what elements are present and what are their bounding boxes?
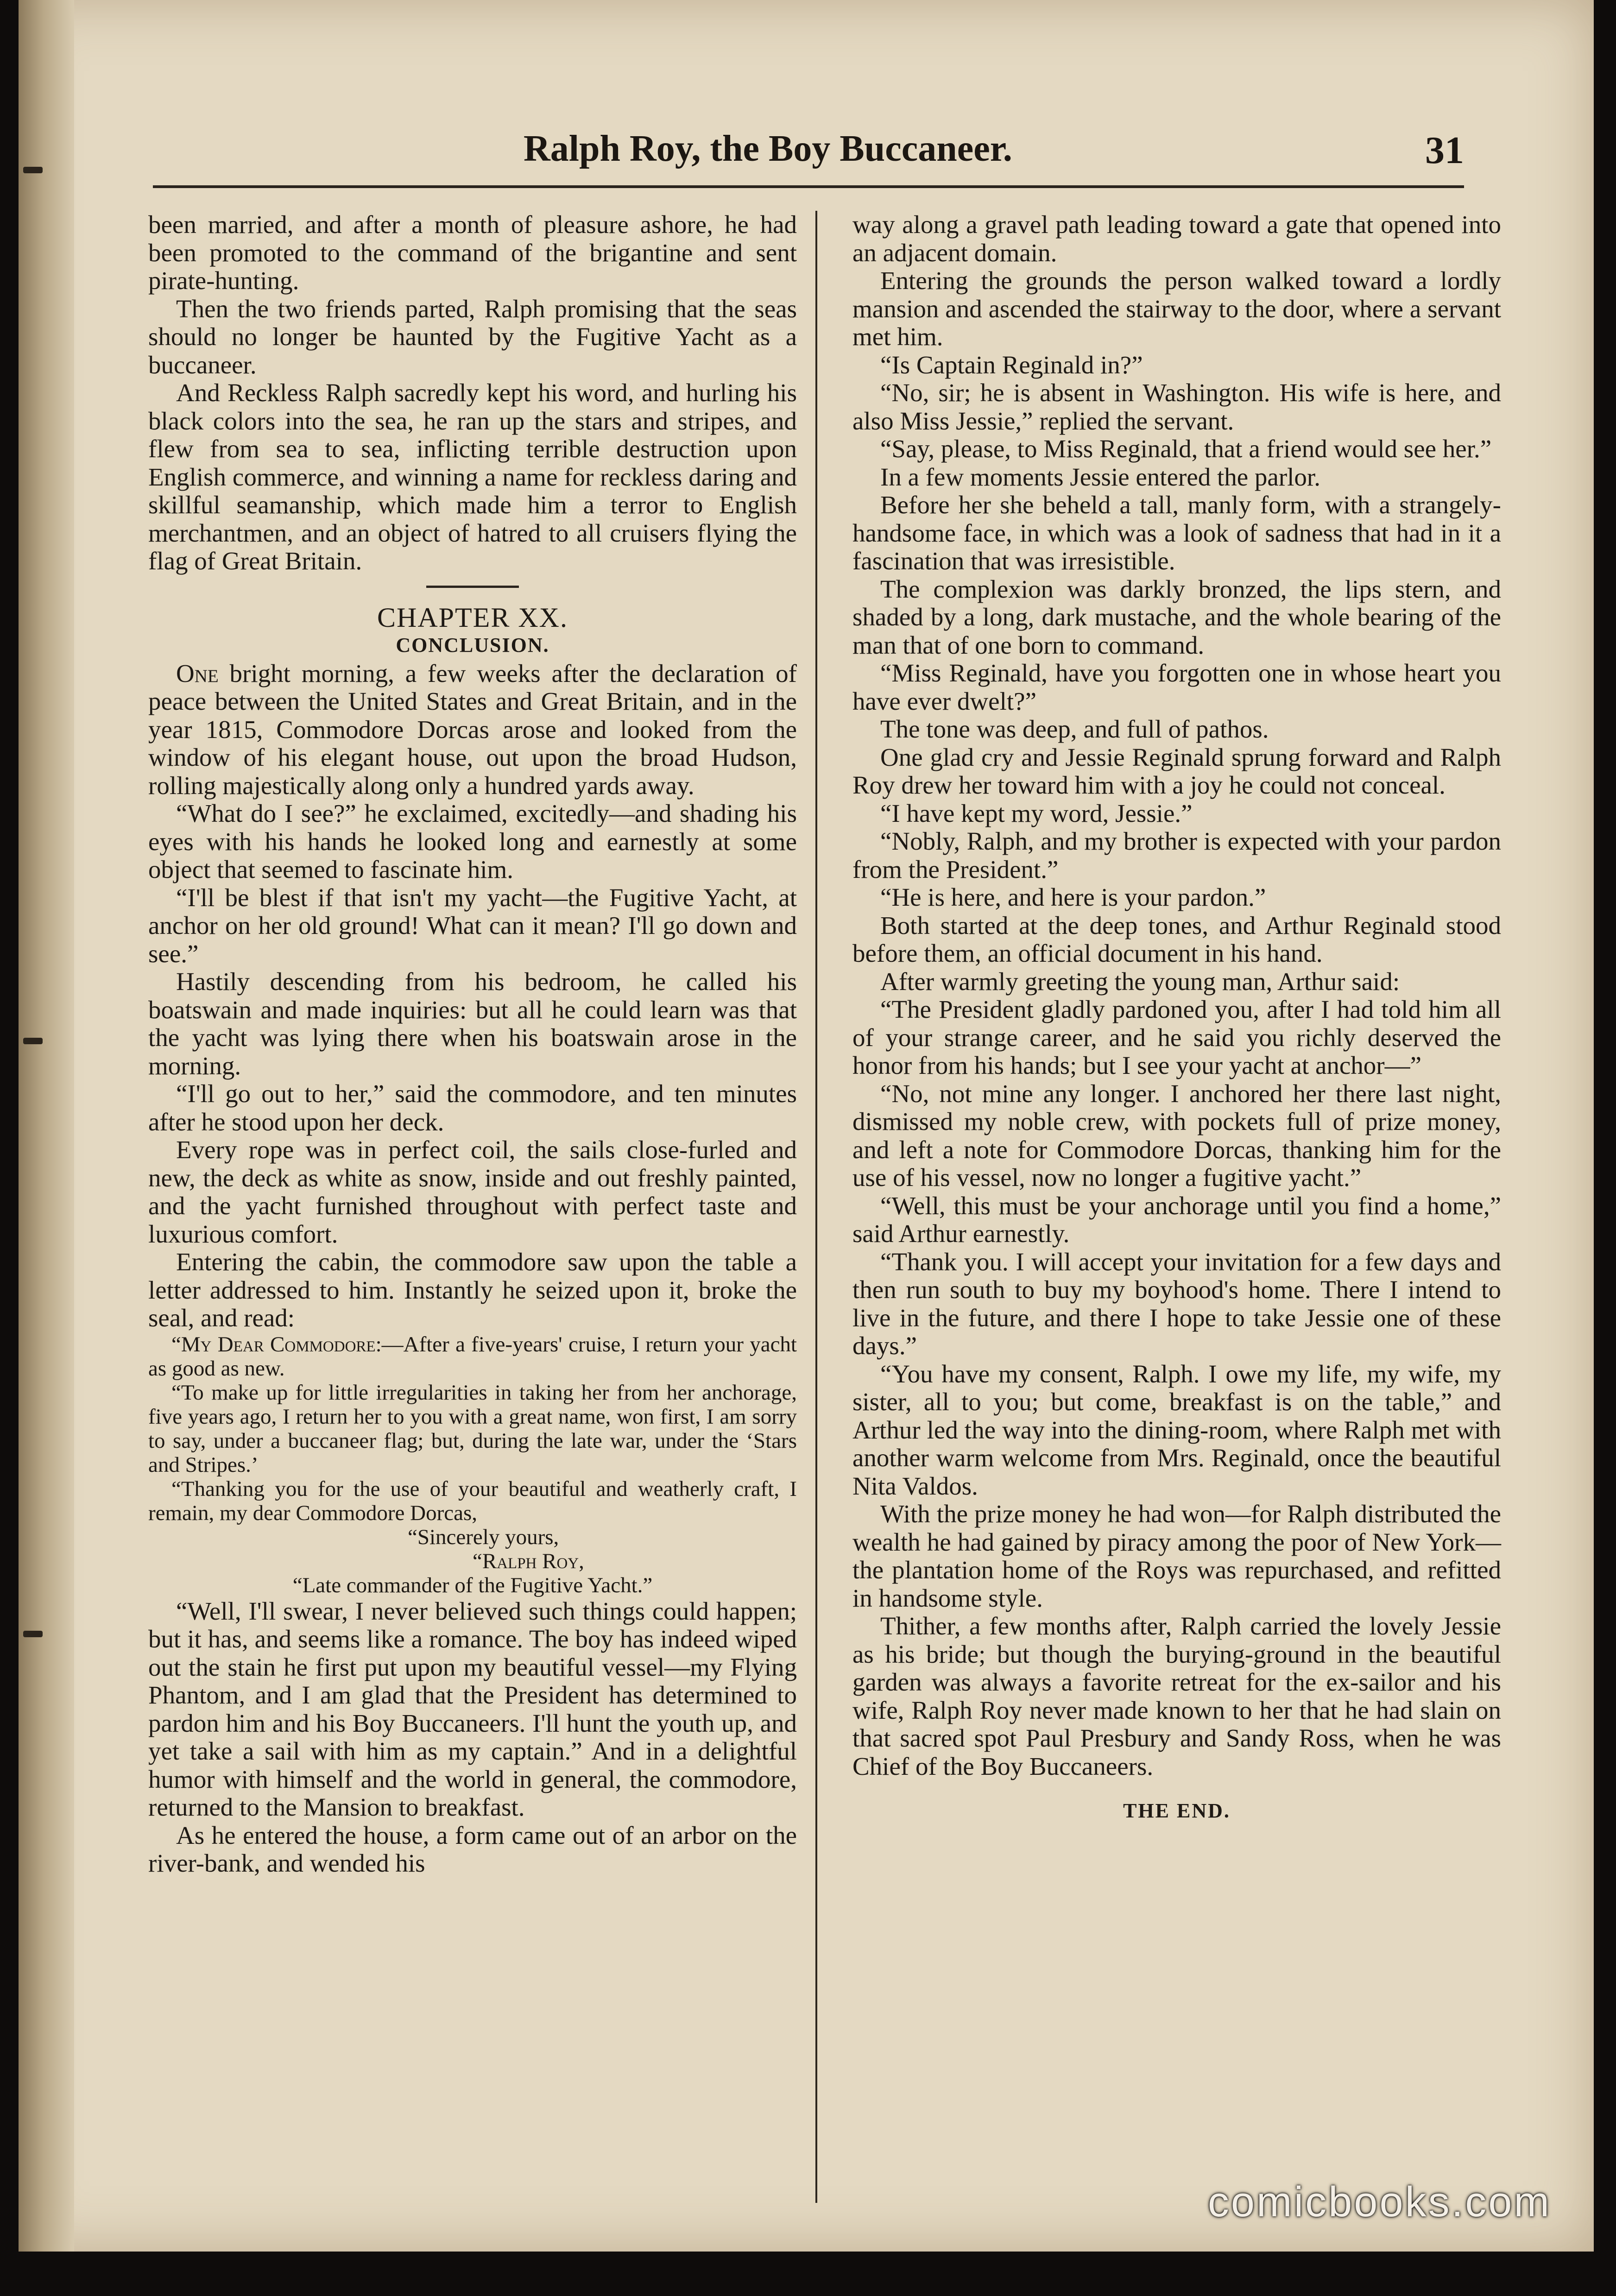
paragraph: “Is Captain Reginald in?” [880,350,1143,379]
paragraph: One glad cry and Jessie Reginald sprung forward and Ralph Roy drew her toward him with a joy he could not conceal. [852,743,1501,799]
paragraph: “I have kept my word, Jessie.” [880,799,1193,827]
paragraph: “No, sir; he is absent in Washington. His wife is here, and also Miss Jessie,” replied the servant. [852,378,1501,435]
watermark: comicbooks.com [1207,2178,1551,2226]
paragraph: “The President gladly pardoned you, after I had told him all of your strange career, and he said you richly deserved the honor from his hands; but I see your yacht at anchor—” [852,995,1501,1079]
section-divider [426,586,519,588]
paragraph: “Thank you. I will accept your invitation for a few days and then run south to buy my boyhood's home. There I intend to live in the future, and there I hope to take Jessie one of these days.” [852,1247,1501,1360]
letter-line: “Thanking you for the use of your beautiful and weatherly craft, I remain, my dear Commodore Dorcas, [148,1476,797,1525]
page [19,0,1594,2252]
paragraph: “No, not mine any longer. I anchored her there last night, dismissed my noble crew, with pockets full of prize money, and left a note for Commodore Dorcas, thanking him for the use of his vessel, now no longer a fugitive yacht.” [852,1079,1501,1192]
paragraph: way along a gravel path leading toward a gate that opened into an adjacent domain. [852,210,1501,267]
letter-line [148,1332,797,1381]
right-column [852,211,1501,1825]
paragraph [148,660,797,800]
page-header [153,120,1464,188]
paragraph: After warmly greeting the young man, Arthur said: [880,967,1400,996]
paragraph: Thither, a few months after, Ralph carried the lovely Jessie as his bride; but though the burying-ground in the beautiful garden was always a favorite retreat for the ex-sailor and his wife, Ralph Roy never made known to her that he had slain on that sacred spot Paul Presbury and Sandy Ross, when he was Chief of the Boy Buccaneers. [852,1612,1501,1780]
the-end: THE END. [1123,1799,1231,1822]
paragraph: “Nobly, Ralph, and my brother is expected with your pardon from the President.” [852,827,1501,883]
paragraph: “You have my consent, Ralph. I owe my life, my wife, my sister, all to you; but come, breakfast is on the table,” and Arthur led the way into the dining-room, where Ralph met with another warm welcome from Mrs. Reginald, once the beautiful Nita Valdos. [852,1359,1501,1500]
paragraph-text: bright morning, a few weeks after the declaration of peace between the United States and Great Britain, and in the year 1815, Commodore Dorcas arose and looked from the window of his elegant house, out upon the broad Hudson, rolling majestically along only a hundred yards away. [148,659,797,800]
staple-mark [23,1038,43,1044]
staple-mark [23,1631,43,1637]
paragraph: “I'll be blest if that isn't my yacht—the Fugitive Yacht, at anchor on her old ground! What can it mean? I'll go down and see.” [148,883,797,968]
letter-closing: “Sincerely yours, [408,1525,559,1549]
paragraph: In a few moments Jessie entered the parlor. [880,462,1320,491]
paragraph: With the prize money he had won—for Ralph distributed the wealth he had gained by piracy among the poor of New York—the plantation home of the Roys was repurchased, and refitted in handsome style. [852,1500,1501,1612]
paragraph: Every rope was in perfect coil, the sails close-furled and new, the deck as white as snow, inside and out freshly painted, and the yacht furnished throughout with perfect taste and luxurious comfort. [148,1135,797,1248]
column-divider [815,211,817,2203]
chapter-title: CHAPTER XX. [377,602,568,633]
paragraph: “What do I see?” he exclaimed, excitedly—and shading his eyes with his hands he looked long and earnestly at some object that seemed to fascinate him. [148,799,797,883]
left-column [148,211,797,1878]
paragraph: Hastily descending from his bedroom, he called his boatswain and made inquiries: but all he could learn was that the yacht was lying there when his boatswain arose in the morning. [148,967,797,1080]
chapter-subtitle: CONCLUSION. [396,634,549,656]
letter-line: “To make up for little irregularities in taking her from her anchorage, five years ago, I return her to you with a great name, won first, I am sorry to say, under a buccaneer flag; but, during the late war, under the ‘Stars and Stripes.’ [148,1380,797,1477]
paragraph: And Reckless Ralph sacredly kept his word, and hurling his black colors into the sea, he ran up the stars and stripes, and flew from sea to sea, inflicting terrible destruction upon English commerce, and winning a name for reckless daring and skillful seamanship, which made him a terror to English merchantmen, and an object of hatred to all cruisers flying the flag of Great Britain. [148,378,797,575]
paragraph: Then the two friends parted, Ralph promising that the seas should no longer be haunted by the Fugitive Yacht as a buccaneer. [148,294,797,379]
paragraph: “He is here, and here is your pardon.” [880,883,1266,911]
page-number: 31 [1425,129,1464,172]
paragraph: “I'll go out to her,” said the commodore, and ten minutes after he stood upon her deck. [148,1079,797,1136]
letter-signature-title: “Late commander of the Fugitive Yacht.” [292,1573,653,1597]
paragraph: As he entered the house, a form came out of an arbor on the river-bank, and wended his [148,1821,797,1877]
paragraph: Entering the grounds the person walked toward a lordly mansion and ascended the stairway to the door, where a servant met him. [852,266,1501,351]
lead-word: One [176,659,219,688]
letter-text: —After a five-years' cruise, I return your yacht as good as new. [148,1332,797,1381]
paragraph: Both started at the deep tones, and Arthur Reginald stood before them, an official document in his hand. [852,911,1501,967]
binding-edge [19,0,74,2252]
paragraph: Entering the cabin, the commodore saw upon the table a letter addressed to him. Instantly he seized upon it, broke the seal, and read: [148,1248,797,1332]
paragraph: been married, and after a month of pleasure ashore, he had been promoted to the command of the brigantine and sent pirate-hunting. [148,210,797,295]
paragraph: The tone was deep, and full of pathos. [880,715,1269,743]
letter-salutation: “My Dear Commodore: [171,1332,382,1356]
staple-mark [23,167,43,173]
letter-signature: “Ralph Roy, [473,1549,584,1573]
paragraph: “Miss Reginald, have you forgotten one in whose heart you have ever dwelt?” [852,659,1501,715]
letter-block [148,1332,797,1597]
paragraph: “Say, please, to Miss Reginald, that a friend would see her.” [880,435,1492,463]
paragraph: Before her she beheld a tall, manly form, with a strangely-handsome face, in which was a look of sadness that had in it a fascination that was irresistible. [852,491,1501,575]
running-title: Ralph Roy, the Boy Buccaneer. [524,128,1012,169]
paragraph: The complexion was darkly bronzed, the lips stern, and shaded by a long, dark mustache, and the whole bearing of the man that of one born to command. [852,574,1501,659]
paragraph: “Well, I'll swear, I never believed such things could happen; but it has, and seems like a romance. The boy has indeed wiped out the stain he first put upon my beautiful vessel—my Flying Phantom, and I am glad that the President has determined to pardon him and his Boy Buccaneers. I'll hunt the youth up, and yet take a sail with him as my captain.” And in a delightful humor with himself and the world in general, the commodore, returned to the Mansion to breakfast. [148,1596,797,1821]
paragraph: “Well, this must be your anchorage until you find a home,” said Arthur earnestly. [852,1191,1501,1248]
